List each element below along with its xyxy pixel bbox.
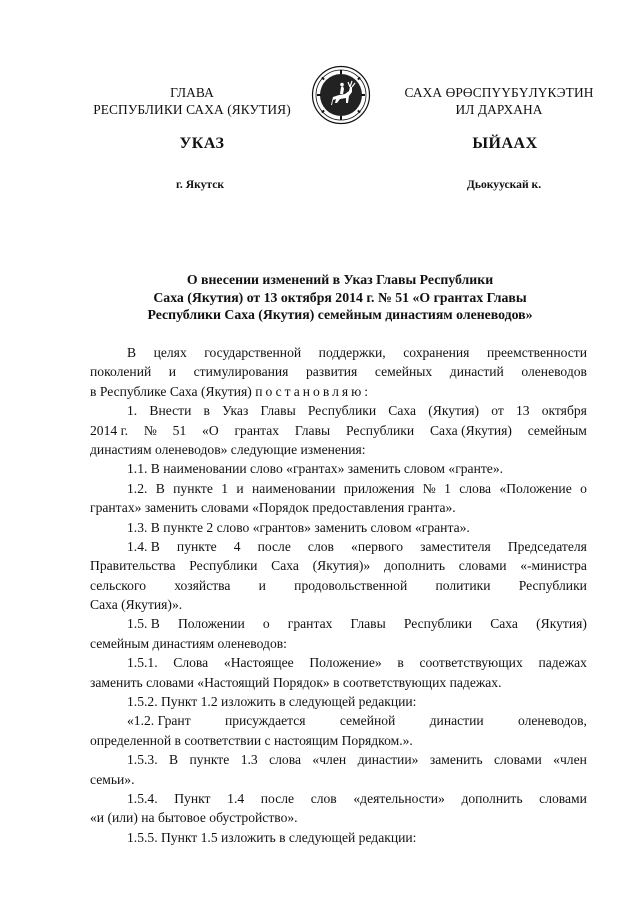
body-word: 1: [221, 480, 229, 496]
body-text: Саха (Якутия)».: [90, 597, 183, 613]
header-right-line1: САХА ӨРӨСПҮҮБҮЛҮКЭТИН: [404, 85, 594, 100]
body-line: [90, 653, 587, 672]
body-line: [90, 382, 587, 401]
body-line: [90, 614, 587, 633]
body-word: В: [155, 480, 165, 496]
header-right-line2: ИЛ ДАРХАНА: [455, 102, 543, 117]
body-word: оленеводов: [521, 364, 587, 380]
body-word: политики: [435, 577, 491, 593]
body-word: слов: [310, 790, 337, 806]
body-word: 13: [515, 403, 530, 419]
decree-heading-line3: Республики Саха (Якутия) семейным династиям оленеводов»: [147, 307, 533, 322]
body-word: от: [491, 403, 504, 419]
decree-title-right: ЫЙААХ: [472, 135, 538, 152]
body-word: 1.4. В: [127, 538, 160, 554]
decree-title-left: УКАЗ: [179, 135, 225, 152]
body-word: 51: [172, 422, 187, 438]
body-word: Саха: [271, 558, 299, 574]
body-word: сельского: [90, 577, 146, 593]
body-text: семьи».: [90, 771, 135, 787]
decree-heading: [90, 271, 590, 324]
body-line: [90, 537, 587, 556]
body-word: семейным: [527, 422, 587, 438]
body-word: семейных: [374, 364, 433, 380]
body-word: преемственности: [486, 345, 587, 360]
body-word: Главы: [294, 422, 331, 438]
body-word: словами: [539, 790, 587, 806]
body-spaced-word: постановляю:: [255, 383, 372, 399]
body-line: [90, 634, 587, 653]
body-text: династиям оленеводов» следующие изменения:: [90, 441, 366, 457]
body-word: продовольственной: [294, 577, 408, 593]
body-word: государственной: [204, 345, 302, 360]
body-word: «Настоящее: [223, 655, 294, 671]
body-word: о: [262, 616, 270, 632]
body-word: семейной: [339, 713, 396, 729]
body-line: [90, 362, 587, 381]
body-word: «первого: [351, 538, 404, 554]
body-word: слова: [269, 752, 301, 768]
body-word: приложения: [343, 480, 415, 496]
body-line: [90, 731, 587, 750]
body-word: целях: [153, 345, 187, 360]
body-word: династии: [429, 713, 484, 729]
body-line: [90, 401, 587, 420]
body-word: «член: [312, 752, 347, 768]
body-line: [90, 595, 587, 614]
body-word: Положение»: [309, 655, 382, 671]
body-word: пункте: [189, 752, 230, 768]
body-text: семейным династиям оленеводов:: [90, 635, 287, 651]
body-word: 1.5.4.: [127, 790, 158, 806]
body-line: [90, 576, 587, 595]
body-word: 1.5. В: [127, 616, 160, 632]
body-word: династии»: [357, 752, 419, 768]
body-word: заместителя: [420, 538, 491, 554]
body-word: 4: [233, 538, 241, 554]
body-word: развития: [305, 364, 358, 380]
body-word: 1.: [127, 403, 138, 419]
body-line: [90, 692, 587, 711]
body-word: Указ: [222, 403, 249, 419]
body-line: [90, 421, 587, 440]
body-word: поддержки,: [318, 345, 386, 360]
body-word: Правительства: [90, 558, 176, 574]
body-line: [90, 673, 587, 692]
body-word: хозяйства: [174, 577, 231, 593]
body-line: [90, 343, 587, 362]
body-word: оленеводов,: [517, 713, 587, 729]
body-word: присуждается: [224, 713, 306, 729]
header-right: [393, 84, 605, 118]
decree-body: [90, 343, 587, 847]
body-text: определенной в соответствии с настоящим Порядком.».: [90, 732, 413, 748]
body-word: после: [257, 538, 291, 554]
body-word: Республики: [403, 616, 473, 632]
body-word: «1.2. Грант: [127, 713, 191, 729]
body-word: Саха: [388, 403, 417, 419]
body-word: (Якутия): [536, 616, 587, 632]
body-word: династий: [449, 364, 504, 380]
body-word: грантах: [234, 422, 280, 438]
body-word: 2014 г.: [90, 422, 129, 438]
body-line: [90, 518, 587, 537]
body-word: 1.4: [227, 790, 245, 806]
body-word: и: [236, 480, 244, 496]
body-word: падежах: [538, 655, 587, 671]
body-word: «О: [202, 422, 219, 438]
body-word: в: [397, 655, 404, 671]
body-word: Республики: [307, 403, 377, 419]
coat-of-arms-emblem: [311, 65, 371, 125]
body-line: [90, 808, 587, 827]
body-word: «-министра: [520, 558, 587, 574]
body-word: в: [203, 403, 210, 419]
body-text: грантах» заменить словами «Порядок предоставления гранта».: [90, 500, 456, 516]
body-line: [90, 479, 587, 498]
body-word: наименовании: [252, 480, 336, 496]
body-text: 1.1. В наименовании слово «грантах» заменить словом «гранте».: [127, 461, 504, 477]
body-word: грантах: [287, 616, 333, 632]
decree-heading-line1: О внесении изменений в Указ Главы Республики: [186, 272, 494, 287]
body-line: [90, 828, 587, 847]
body-word: Главы: [350, 616, 386, 632]
body-word: о: [580, 480, 587, 496]
body-word: (Якутия): [428, 403, 480, 419]
body-line: [90, 440, 587, 459]
body-word: слова: [459, 480, 492, 496]
body-word: стимулирования: [193, 364, 289, 380]
body-word: словами: [493, 752, 542, 768]
body-word: Республики: [189, 558, 258, 574]
body-word: Республики: [345, 422, 415, 438]
body-word: слов: [307, 538, 334, 554]
city-left: г. Якутск: [175, 178, 225, 191]
body-text: заменить словами «Настоящий Порядок» в соответствующих падежах.: [90, 674, 502, 690]
body-word: Пункт: [174, 790, 211, 806]
body-word: Слова: [173, 655, 209, 671]
body-word: и: [168, 364, 177, 380]
body-text: 1.3. В пункте 2 слово «грантов» заменить словом «гранта».: [127, 519, 470, 535]
header-left-line1: ГЛАВА: [170, 85, 214, 100]
header-left: [86, 84, 298, 118]
body-word: «Положение: [499, 480, 572, 496]
body-word: словами: [458, 558, 507, 574]
body-line: [90, 556, 587, 575]
body-word: Республики: [518, 577, 587, 593]
body-line: [90, 498, 587, 517]
body-word: 1.5.1.: [127, 655, 158, 671]
header-left-line2: РЕСПУБЛИКИ САХА (ЯКУТИЯ): [93, 102, 291, 117]
body-word: Председателя: [507, 538, 587, 554]
body-word: октября: [541, 403, 587, 419]
body-word: после: [260, 790, 295, 806]
body-text: 1.5.2. Пункт 1.2 изложить в следующей редакции:: [127, 694, 417, 710]
body-word: «член: [553, 752, 587, 768]
body-word: сохранения: [403, 345, 470, 360]
body-line: [90, 789, 587, 808]
body-word: дополнить: [461, 790, 523, 806]
body-word: поколений: [90, 364, 152, 380]
city-right: Дьокуускай к.: [466, 178, 542, 191]
body-word: Главы: [260, 403, 296, 419]
body-word: дополнить: [383, 558, 446, 574]
body-word: 1.5.3.: [127, 752, 158, 768]
body-word: Саха (Якутия): [429, 422, 512, 438]
body-word: 1.2.: [127, 480, 148, 496]
body-word: заменить: [429, 752, 483, 768]
body-word: №: [143, 422, 157, 438]
body-word: 1.3: [240, 752, 258, 768]
body-word: №: [422, 480, 436, 496]
body-line: [90, 750, 587, 769]
body-text: в Республике Саха (Якутия): [90, 383, 252, 399]
body-word: соответствующих: [419, 655, 523, 671]
body-line: [90, 711, 587, 730]
body-word: и: [258, 577, 266, 593]
body-word: В: [127, 345, 137, 360]
body-word: (Якутия)»: [312, 558, 371, 574]
decree-heading-line2: Саха (Якутия) от 13 октября 2014 г. № 51 «О грантах Главы: [153, 289, 527, 305]
body-line: [90, 770, 587, 789]
body-word: Положении: [177, 616, 245, 632]
body-word: В: [169, 752, 179, 768]
body-word: Внести: [149, 403, 192, 419]
body-word: пункте: [173, 480, 213, 496]
body-word: «деятельности»: [353, 790, 445, 806]
body-text: 1.5.5. Пункт 1.5 изложить в следующей редакции:: [127, 829, 417, 845]
body-text: «и (или) на бытовое обустройство».: [90, 810, 298, 826]
body-word: 1: [444, 480, 451, 496]
body-word: пункте: [176, 538, 217, 554]
body-word: Саха: [490, 616, 518, 632]
body-line: [90, 459, 587, 478]
